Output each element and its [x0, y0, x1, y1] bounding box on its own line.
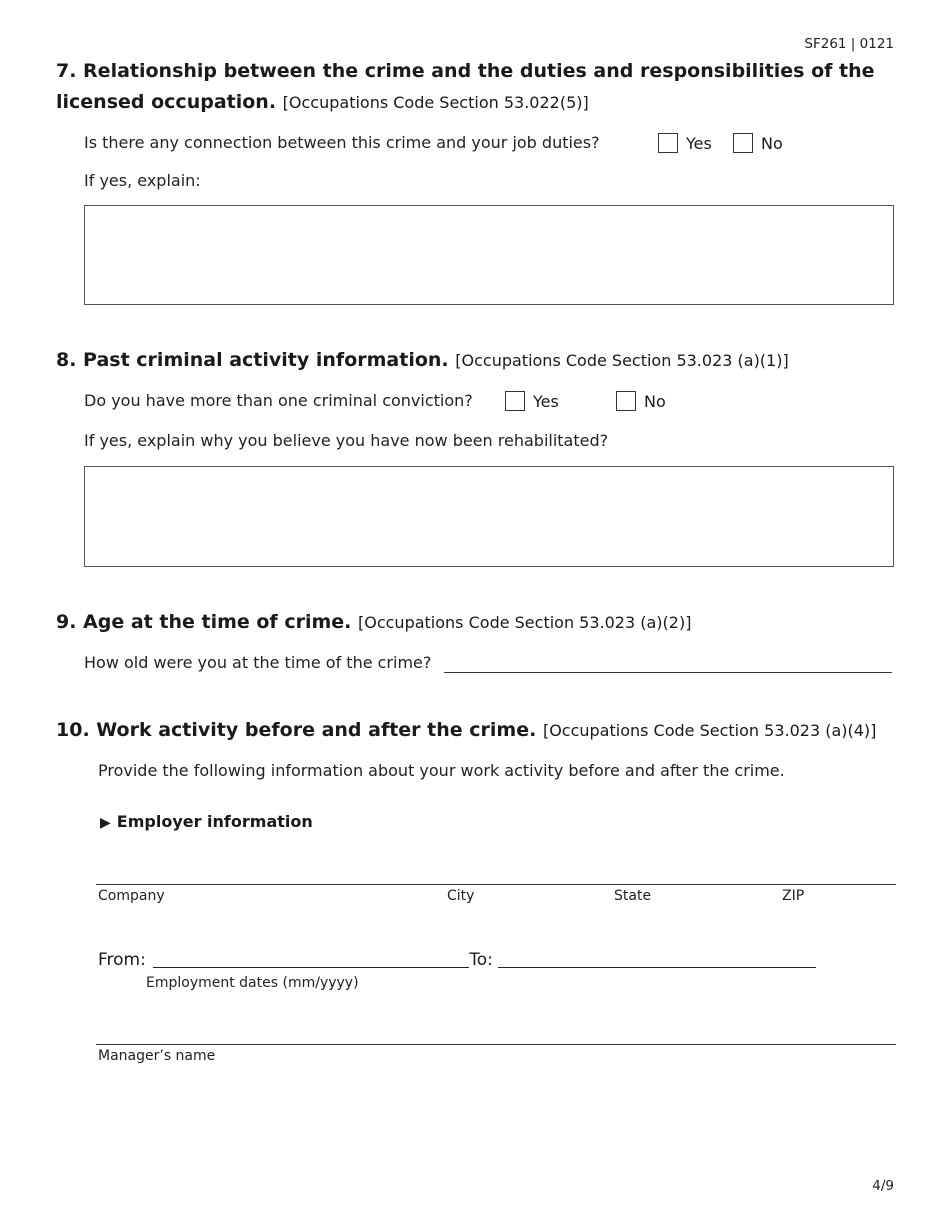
- section8-yes-label: Yes: [533, 392, 559, 411]
- section8-explain-label: If yes, explain why you believe you have now been rehabilitated?: [84, 431, 609, 450]
- section8-question: Do you have more than one criminal conviction?: [84, 391, 473, 410]
- section7-explain-textarea[interactable]: [84, 205, 894, 305]
- section7-title-line2: licensed occupation.: [56, 91, 277, 113]
- zip-label: ZIP: [782, 888, 805, 904]
- from-label: From:: [98, 950, 146, 970]
- triangle-right-icon: ▶: [100, 815, 111, 831]
- company-input-line[interactable]: [96, 884, 896, 885]
- page-number: 4/9: [872, 1178, 894, 1194]
- to-label: To:: [469, 950, 493, 970]
- section7-yes-checkbox[interactable]: [658, 133, 678, 153]
- section8-yes-option[interactable]: [505, 391, 559, 411]
- employment-dates-row: [98, 949, 816, 970]
- section7-yes-label: Yes: [686, 134, 712, 153]
- section8-no-option[interactable]: [616, 391, 666, 411]
- state-label: State: [614, 888, 652, 904]
- section7-question: Is there any connection between this crime and your job duties?: [84, 133, 600, 152]
- section8-ref: [Occupations Code Section 53.023 (a)(1)]: [455, 351, 789, 370]
- company-label: Company: [98, 888, 165, 904]
- form-id: SF261 | 0121: [804, 36, 894, 52]
- section10-title: 10. Work activity before and after the crime.: [56, 719, 537, 741]
- section8-explain-textarea[interactable]: [84, 466, 894, 567]
- section7-yes-option[interactable]: [658, 133, 712, 153]
- section8-title: 8. Past criminal activity information.: [56, 349, 449, 371]
- section8-heading: [56, 345, 789, 376]
- section7-no-checkbox[interactable]: [733, 133, 753, 153]
- section8-no-label: No: [644, 392, 666, 411]
- section9-ref: [Occupations Code Section 53.023 (a)(2)]: [358, 613, 692, 632]
- section8-no-checkbox[interactable]: [616, 391, 636, 411]
- employer-info-label: Employer information: [116, 812, 313, 831]
- employer-info-toggle[interactable]: [100, 812, 313, 831]
- section10-ref: [Occupations Code Section 53.023 (a)(4)]: [542, 721, 877, 740]
- section9-title: 9. Age at the time of crime.: [56, 611, 352, 633]
- section7-title-line2-wrap: [56, 87, 875, 118]
- section7-explain-label: If yes, explain:: [84, 171, 201, 190]
- section7-no-option[interactable]: [733, 133, 783, 153]
- section7-no-label: No: [761, 134, 783, 153]
- to-date-input[interactable]: [498, 949, 816, 968]
- section7-ref: [Occupations Code Section 53.022(5)]: [282, 93, 589, 112]
- from-date-input[interactable]: [153, 949, 469, 968]
- employment-dates-caption: Employment dates (mm/yyyy): [146, 975, 359, 991]
- section7-title-line1: 7. Relationship between the crime and the duties and responsibilities of the: [56, 60, 875, 82]
- section10-heading: [56, 715, 876, 746]
- city-label: City: [447, 888, 475, 904]
- section9-age-input[interactable]: [444, 672, 892, 673]
- manager-name-input-line[interactable]: [96, 1044, 896, 1045]
- manager-name-label: Manager’s name: [98, 1048, 216, 1064]
- section7-heading: [56, 56, 875, 118]
- section8-yes-checkbox[interactable]: [505, 391, 525, 411]
- section9-question: How old were you at the time of the crime?: [84, 653, 432, 672]
- section9-heading: [56, 607, 691, 638]
- section10-intro: Provide the following information about your work activity before and after the crime.: [98, 761, 785, 780]
